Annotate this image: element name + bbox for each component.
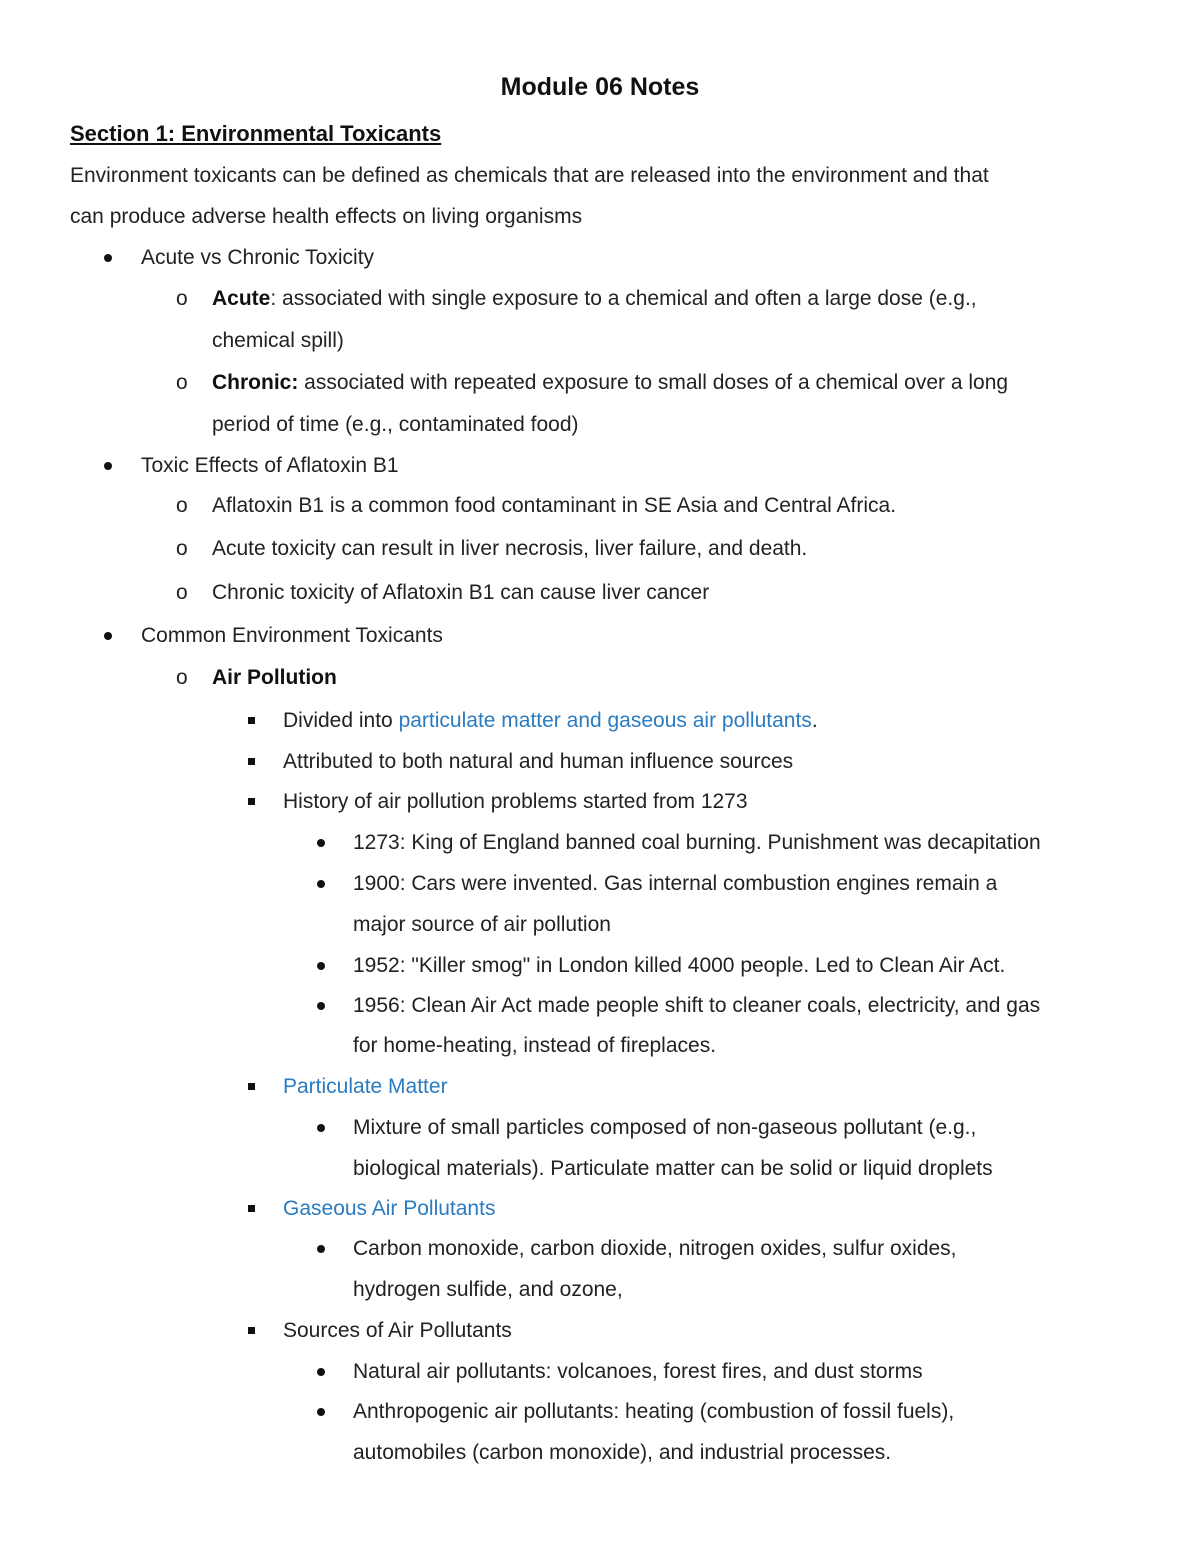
list-item: Aflatoxin B1 is a common food contaminant in SE Asia and Central Africa. <box>212 494 897 517</box>
list-item-divided-into <box>283 701 818 741</box>
list-item-common-toxicants: Common Environment Toxicants <box>141 624 443 647</box>
list-item-anthropogenic-sources-continued: automobiles (carbon monoxide), and industrial processes. <box>353 1441 892 1464</box>
list-item-particulate-description-continued: biological materials). Particulate matter can be solid or liquid droplets <box>353 1157 993 1180</box>
chronic-text: associated with repeated exposure to small doses of a chemical over a long <box>298 371 1009 394</box>
list-item-history-1273: 1273: King of England banned coal burning. Punishment was decapitation <box>353 831 1041 854</box>
list-item-sources: Sources of Air Pollutants <box>283 1319 512 1342</box>
list-item-aflatoxin: Toxic Effects of Aflatoxin B1 <box>141 454 399 477</box>
intro-paragraph-line: Environment toxicants can be defined as chemicals that are released into the environment and that <box>70 164 989 187</box>
list-item-natural-sources: Natural air pollutants: volcanoes, forest fires, and dust storms <box>353 1360 923 1383</box>
bullet-disc-icon <box>317 1368 325 1376</box>
bullet-disc-icon <box>104 462 112 470</box>
bullet-disc-icon <box>317 962 325 970</box>
gaseous-air-pollutants-link[interactable]: Gaseous Air Pollutants <box>283 1197 496 1220</box>
list-item-acute <box>212 279 977 319</box>
divided-suffix: . <box>811 709 818 732</box>
list-item-history: History of air pollution problems started from 1273 <box>283 790 748 813</box>
list-item: Chronic toxicity of Aflatoxin B1 can cause liver cancer <box>212 581 710 604</box>
bullet-disc-icon <box>317 880 325 888</box>
bullet-square-icon <box>248 758 255 765</box>
list-item-chronic <box>212 363 1008 403</box>
list-item-acute-continued: chemical spill) <box>212 329 344 352</box>
bullet-square-icon <box>248 717 255 724</box>
acute-term: Acute <box>212 287 271 310</box>
chronic-term: Chronic: <box>212 371 299 394</box>
list-item-history-1956: 1956: Clean Air Act made people shift to cleaner coals, electricity, and gas <box>353 994 1041 1017</box>
list-item-history-1900: 1900: Cars were invented. Gas internal combustion engines remain a <box>353 872 998 895</box>
bullet-circle-icon: o <box>176 537 188 560</box>
bullet-disc-icon <box>317 1245 325 1253</box>
bullet-square-icon <box>248 1205 255 1212</box>
list-item-history-1956-continued: for home-heating, instead of fireplaces. <box>353 1034 717 1057</box>
bullet-disc-icon <box>317 839 325 847</box>
bullet-circle-icon: o <box>176 371 188 394</box>
list-item-history-1952: 1952: "Killer smog" in London killed 4000 people. Led to Clean Air Act. <box>353 954 1006 977</box>
bullet-square-icon <box>248 1327 255 1334</box>
list-item-attributed: Attributed to both natural and human influence sources <box>283 750 794 773</box>
list-item-gaseous-description-continued: hydrogen sulfide, and ozone, <box>353 1278 623 1301</box>
particulate-matter-link[interactable]: Particulate Matter <box>283 1075 448 1098</box>
list-item-chronic-continued: period of time (e.g., contaminated food) <box>212 413 579 436</box>
page-title: Module 06 Notes <box>500 73 700 101</box>
list-item: Acute toxicity can result in liver necrosis, liver failure, and death. <box>212 537 808 560</box>
acute-text: : associated with single exposure to a chemical and often a large dose (e.g., <box>270 287 977 310</box>
bullet-disc-icon <box>104 254 112 262</box>
bullet-circle-icon: o <box>176 666 188 689</box>
section-heading: Section 1: Environmental Toxicants <box>70 121 442 146</box>
list-item-air-pollution: Air Pollution <box>212 666 337 689</box>
bullet-disc-icon <box>317 1408 325 1416</box>
bullet-disc-icon <box>317 1124 325 1132</box>
bullet-circle-icon: o <box>176 581 188 604</box>
bullet-disc-icon <box>104 632 112 640</box>
list-item-gaseous-description: Carbon monoxide, carbon dioxide, nitrogen oxides, sulfur oxides, <box>353 1237 957 1260</box>
particulate-gaseous-link[interactable]: particulate matter and gaseous air pollutants <box>398 709 812 732</box>
list-item-anthropogenic-sources: Anthropogenic air pollutants: heating (combustion of fossil fuels), <box>353 1400 955 1423</box>
bullet-square-icon <box>248 1083 255 1090</box>
bullet-square-icon <box>248 798 255 805</box>
divided-prefix: Divided into <box>283 709 399 732</box>
list-item-acute-vs-chronic: Acute vs Chronic Toxicity <box>141 246 375 269</box>
list-item-history-1900-continued: major source of air pollution <box>353 913 611 936</box>
bullet-circle-icon: o <box>176 494 188 517</box>
list-item-particulate-description: Mixture of small particles composed of non-gaseous pollutant (e.g., <box>353 1116 977 1139</box>
bullet-circle-icon: o <box>176 287 188 310</box>
bullet-disc-icon <box>317 1002 325 1010</box>
intro-paragraph-line: can produce adverse health effects on living organisms <box>70 205 583 228</box>
